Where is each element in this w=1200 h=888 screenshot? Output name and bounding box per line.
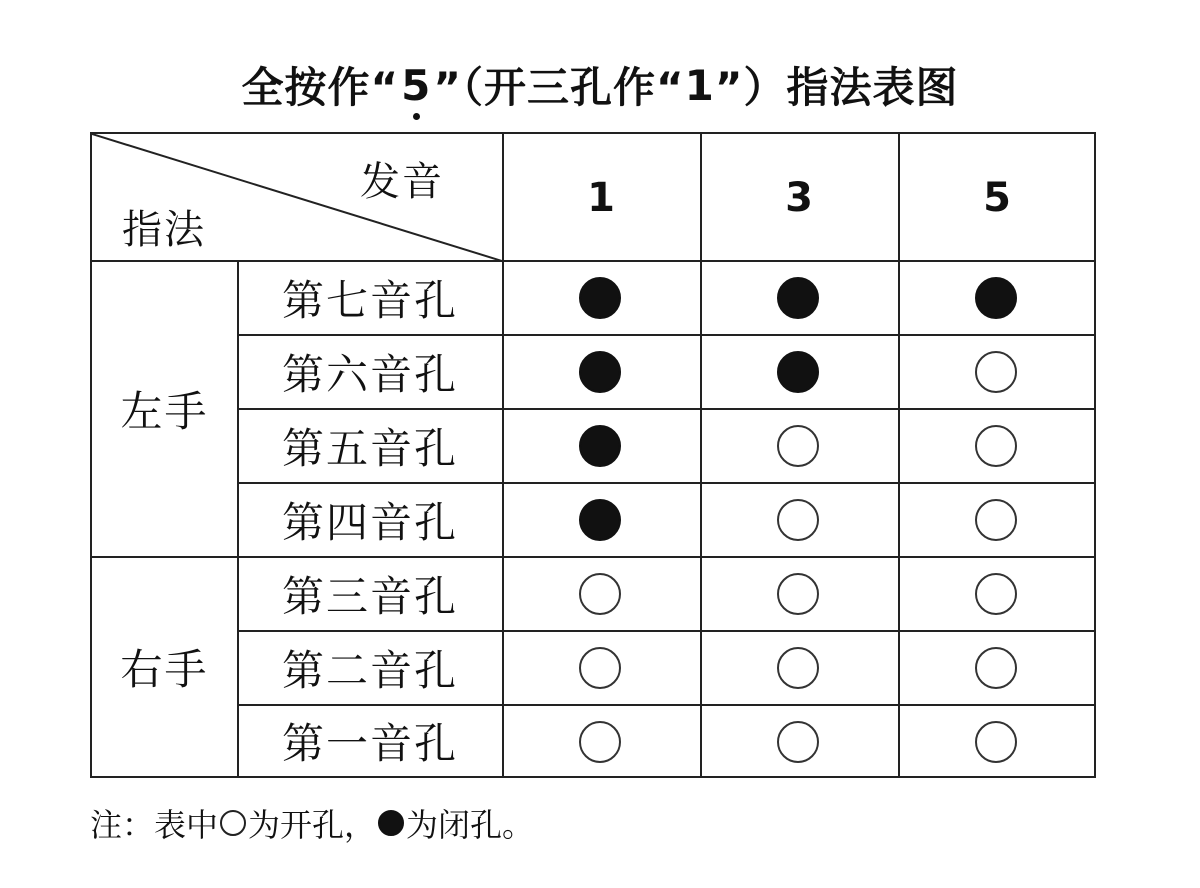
- open-hole-icon: [777, 499, 819, 541]
- closed-hole-symbol-icon: [378, 810, 404, 836]
- open-hole-icon: [579, 573, 621, 615]
- closed-hole-icon: [777, 351, 819, 393]
- closed-hole-icon: [579, 499, 621, 541]
- title-part-1: 全按作“: [241, 63, 400, 112]
- title-part-3: ”）指法表图: [714, 63, 959, 112]
- column-header-5: 5: [983, 174, 1011, 221]
- footnote-closed-text: 为闭孔。: [406, 806, 535, 844]
- row-label-hole-1: 第一音孔: [281, 718, 458, 768]
- row-label-hole-3: 第三音孔: [281, 572, 458, 621]
- open-hole-symbol-icon: [220, 810, 246, 836]
- closed-hole-icon: [975, 277, 1017, 319]
- open-hole-icon: [975, 425, 1017, 467]
- title-part-2: ”（开三孔作“: [433, 63, 685, 112]
- row-label-hole-4: 第四音孔: [281, 498, 458, 547]
- closed-hole-icon: [579, 351, 621, 393]
- open-hole-icon: [777, 721, 819, 763]
- group-label-right-hand: 右手: [120, 644, 209, 694]
- row-label-hole-2: 第二音孔: [281, 646, 458, 695]
- open-hole-icon: [579, 721, 621, 763]
- row-label-hole-6: 第六音孔: [281, 350, 458, 399]
- group-label-left-hand: 左手: [120, 387, 209, 436]
- open-hole-icon: [975, 721, 1017, 763]
- corner-label-fingering: 指法: [122, 207, 206, 253]
- closed-hole-icon: [579, 425, 621, 467]
- row-label-hole-5: 第五音孔: [281, 424, 458, 473]
- row-label-hole-7: 第七音孔: [281, 276, 458, 325]
- footnote: [90, 800, 534, 846]
- corner-label-pitch: 发音: [360, 159, 444, 205]
- open-hole-icon: [579, 647, 621, 689]
- closed-hole-icon: [579, 277, 621, 319]
- column-header-1: 1: [587, 174, 615, 221]
- open-hole-icon: [777, 425, 819, 467]
- closed-hole-icon: [777, 277, 819, 319]
- column-header-3: 3: [785, 174, 813, 221]
- open-hole-icon: [975, 573, 1017, 615]
- open-hole-icon: [777, 647, 819, 689]
- footnote-open-text: 为开孔，: [248, 806, 377, 844]
- open-hole-icon: [777, 573, 819, 615]
- footnote-prefix: 注：表中: [90, 806, 219, 844]
- open-hole-icon: [975, 351, 1017, 393]
- page-title: [0, 55, 1200, 115]
- low-octave-dot: [413, 113, 420, 120]
- title-note-low-5: 5: [399, 61, 433, 110]
- fingering-table: [90, 132, 1096, 778]
- open-hole-icon: [975, 647, 1017, 689]
- open-hole-icon: [975, 499, 1017, 541]
- title-note-1: 1: [684, 60, 715, 110]
